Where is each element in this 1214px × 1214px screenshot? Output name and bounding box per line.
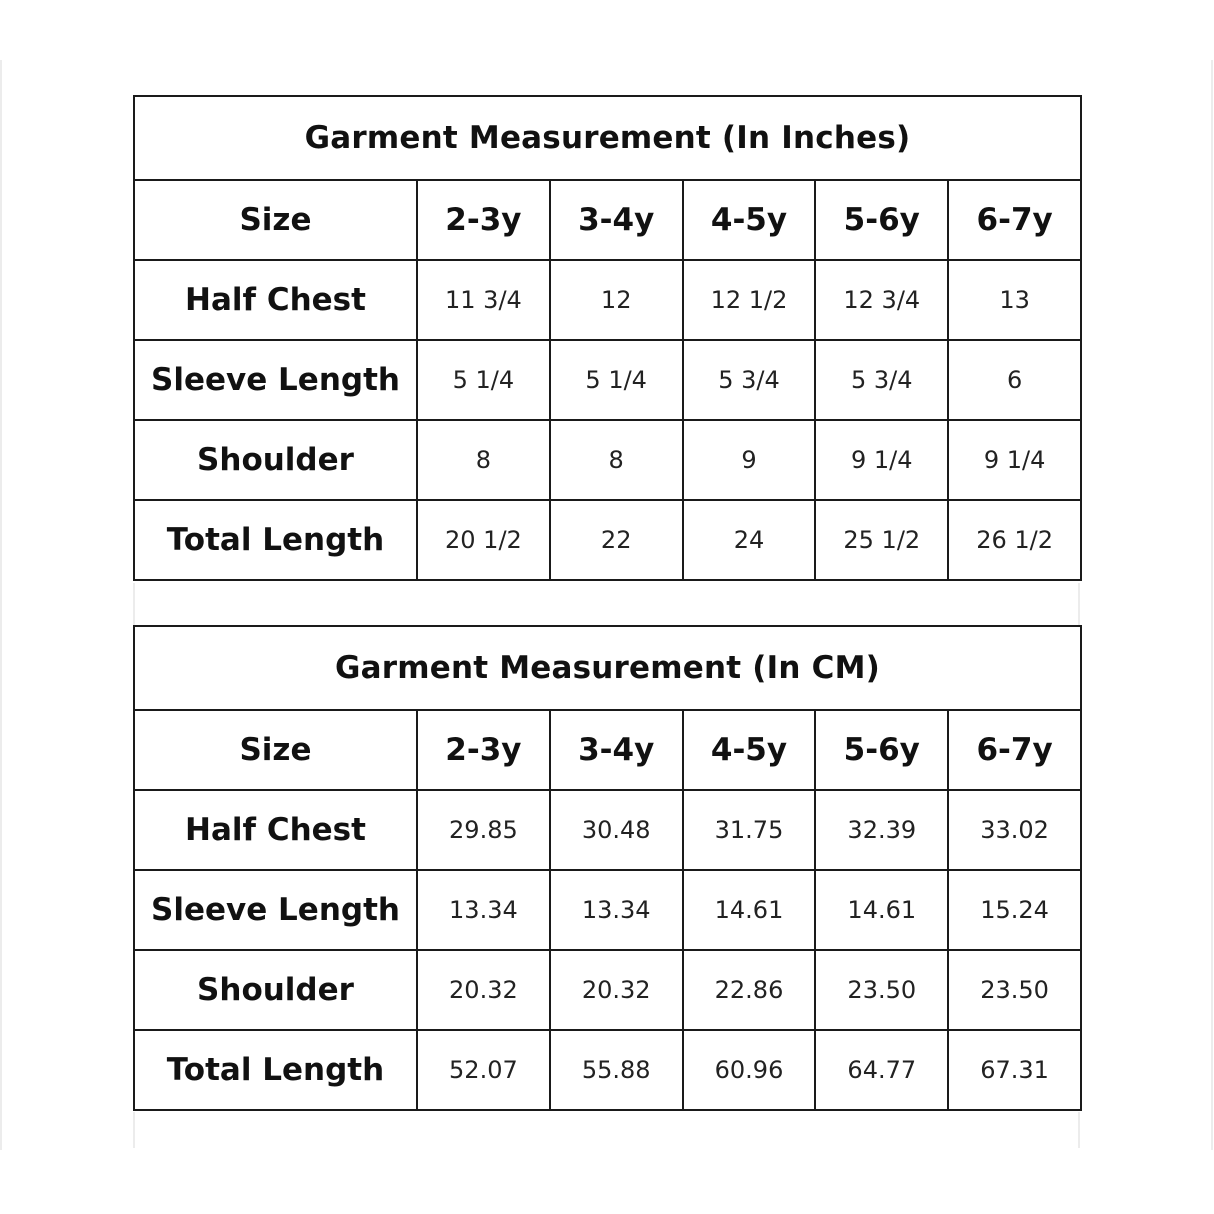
- table-title: Garment Measurement (In Inches): [134, 96, 1081, 180]
- value-cell: 9: [683, 420, 816, 500]
- value-cell: 8: [417, 420, 550, 500]
- value-cell: 12: [550, 260, 683, 340]
- value-cell: 23.50: [948, 950, 1081, 1030]
- row-label: Total Length: [134, 500, 417, 580]
- value-cell: 12 3/4: [815, 260, 948, 340]
- value-cell: 24: [683, 500, 816, 580]
- table-title-row: [134, 626, 1081, 710]
- row-label: Sleeve Length: [134, 870, 417, 950]
- value-cell: 14.61: [683, 870, 816, 950]
- grid-line-bottom-right: [1078, 1112, 1080, 1148]
- row-label: Half Chest: [134, 790, 417, 870]
- size-label: Size: [134, 710, 417, 790]
- value-cell: 9 1/4: [815, 420, 948, 500]
- value-cell: 5 1/4: [417, 340, 550, 420]
- value-cell: 64.77: [815, 1030, 948, 1110]
- value-cell: 22.86: [683, 950, 816, 1030]
- table-row: [134, 340, 1081, 420]
- value-cell: 20 1/2: [417, 500, 550, 580]
- value-cell: 55.88: [550, 1030, 683, 1110]
- size-header: 6-7y: [948, 180, 1081, 260]
- grid-line-left: [0, 60, 2, 1150]
- row-label: Total Length: [134, 1030, 417, 1110]
- table-row: [134, 870, 1081, 950]
- grid-line-right: [1211, 60, 1213, 1150]
- grid-line-bottom-left: [133, 1112, 135, 1148]
- value-cell: 67.31: [948, 1030, 1081, 1110]
- value-cell: 5 3/4: [683, 340, 816, 420]
- value-cell: 5 3/4: [815, 340, 948, 420]
- value-cell: 15.24: [948, 870, 1081, 950]
- value-cell: 26 1/2: [948, 500, 1081, 580]
- size-header: 4-5y: [683, 180, 816, 260]
- value-cell: 13.34: [417, 870, 550, 950]
- size-header: 5-6y: [815, 180, 948, 260]
- table-row: [134, 420, 1081, 500]
- value-cell: 29.85: [417, 790, 550, 870]
- table-row: [134, 500, 1081, 580]
- value-cell: 12 1/2: [683, 260, 816, 340]
- grid-line-gap-left: [133, 583, 135, 625]
- table-row: [134, 790, 1081, 870]
- value-cell: 14.61: [815, 870, 948, 950]
- row-label: Sleeve Length: [134, 340, 417, 420]
- value-cell: 5 1/4: [550, 340, 683, 420]
- size-header-row: [134, 180, 1081, 260]
- size-chart-inches: [133, 95, 1082, 581]
- size-header: 6-7y: [948, 710, 1081, 790]
- value-cell: 33.02: [948, 790, 1081, 870]
- size-header: 4-5y: [683, 710, 816, 790]
- table-title: Garment Measurement (In CM): [134, 626, 1081, 710]
- table-row: [134, 260, 1081, 340]
- size-header: 2-3y: [417, 180, 550, 260]
- size-header: 3-4y: [550, 180, 683, 260]
- size-header: 3-4y: [550, 710, 683, 790]
- value-cell: 9 1/4: [948, 420, 1081, 500]
- size-header-row: [134, 710, 1081, 790]
- table-row: [134, 950, 1081, 1030]
- table-row: [134, 1030, 1081, 1110]
- size-header: 5-6y: [815, 710, 948, 790]
- value-cell: 8: [550, 420, 683, 500]
- value-cell: 25 1/2: [815, 500, 948, 580]
- table-title-row: [134, 96, 1081, 180]
- value-cell: 20.32: [417, 950, 550, 1030]
- size-header: 2-3y: [417, 710, 550, 790]
- value-cell: 52.07: [417, 1030, 550, 1110]
- size-label: Size: [134, 180, 417, 260]
- value-cell: 20.32: [550, 950, 683, 1030]
- value-cell: 22: [550, 500, 683, 580]
- value-cell: 11 3/4: [417, 260, 550, 340]
- size-chart-cm: [133, 625, 1082, 1111]
- grid-line-gap-right: [1078, 583, 1080, 625]
- value-cell: 13.34: [550, 870, 683, 950]
- value-cell: 6: [948, 340, 1081, 420]
- value-cell: 32.39: [815, 790, 948, 870]
- value-cell: 31.75: [683, 790, 816, 870]
- row-label: Shoulder: [134, 420, 417, 500]
- value-cell: 30.48: [550, 790, 683, 870]
- value-cell: 23.50: [815, 950, 948, 1030]
- row-label: Shoulder: [134, 950, 417, 1030]
- row-label: Half Chest: [134, 260, 417, 340]
- value-cell: 60.96: [683, 1030, 816, 1110]
- value-cell: 13: [948, 260, 1081, 340]
